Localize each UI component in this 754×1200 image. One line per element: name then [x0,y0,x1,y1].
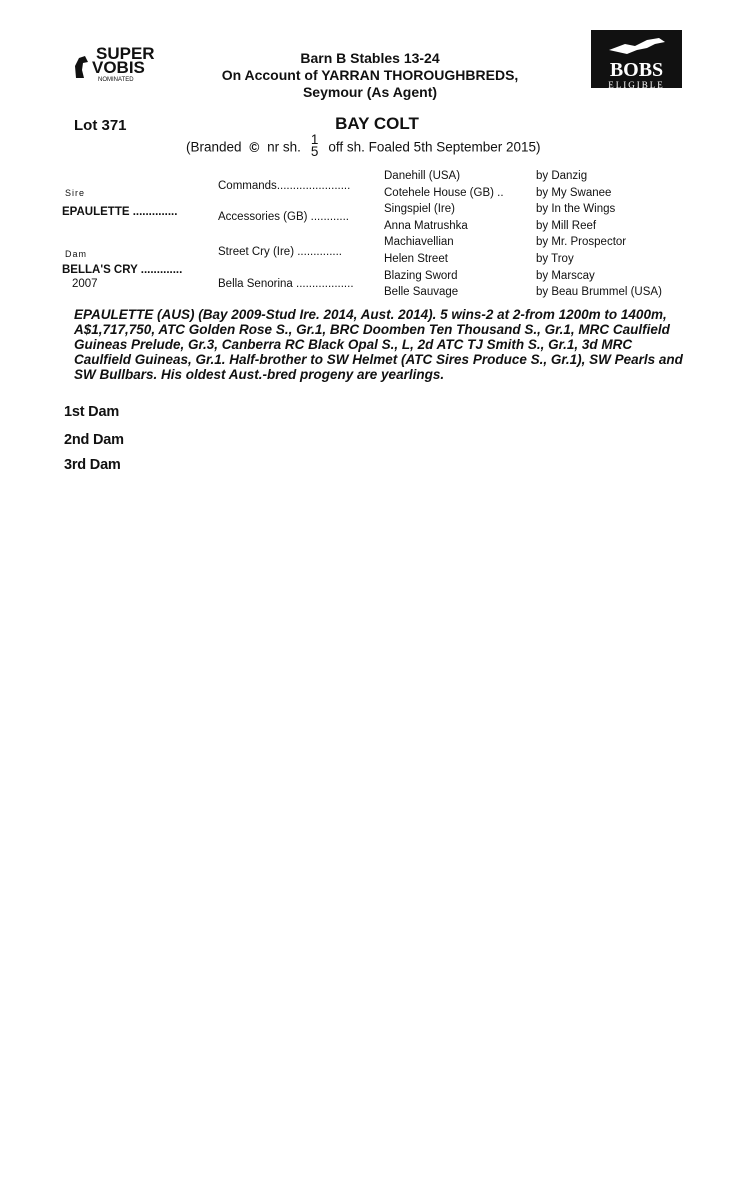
horse-head-icon [72,54,90,80]
gg-row: Anna Matrushka by Mill Reef [384,219,597,232]
gg-row: Cotehele House (GB) .. by My Swanee [384,186,612,199]
sale-header: Barn B Stables 13-24 On Account of YARRAN THOROUGHBREDS, Seymour (As Agent) [221,50,519,100]
lot-number: Lot 371 [74,117,127,134]
grandsire-4: Bella Senorina .................. [218,278,354,290]
catalogue-body [64,405,692,474]
gg-row: Danehill (USA) by Danzig [384,170,588,182]
gg-row: Blazing Sword by Marscay [384,269,595,282]
super-vobis-logo: SUPER VOBIS NOMINATED [70,40,160,100]
gg-row: Helen Street by Troy [384,252,574,265]
grandsire-3: Street Cry (Ire) .............. [218,246,342,258]
c-brand-icon: © [249,139,260,155]
gg-row: Belle Sauvage by Beau Brummel (USA) [384,286,662,299]
section-heading: 3rd Dam [64,457,121,474]
brand-line: (Branded © nr sh. 1 5 off sh. Foaled 5th September 2015) [186,132,541,159]
dam-name: BELLA'S CRY ............. [62,264,183,276]
bobs-logo: BOBS ELIGIBLE [591,30,682,88]
section-heading: 1st Dam [64,404,120,420]
section-heading: 2nd Dam [64,431,124,448]
sire-paragraph: EPAULETTE (AUS) (Bay 2009-Stud Ire. 2014, Aust. 2014). 5 wins-2 at 2-from 1200m to 1400m, A$1,717,750, ATC Golden Rose S., Gr.1, BRC Doomben Ten Thousand S., Gr.1, MRC Caulfield Guineas Prelude, Gr.3, Canberra RC Black Opal S., L, 2d ATC TJ Smith S., Gr.1, 3d MRC Caulfield Guineas, Gr.1. Half-brother to SW Helmet (ATC Sires Produce S., Gr.1), SW Pearls and SW Bullbars. His oldest Aust.-bred progeny are yearlings. [74,307,683,382]
gg-dam-list [384,170,662,303]
brand-fraction: 1 5 [310,132,319,159]
grandsire-1: Commands....................... [218,180,351,192]
racing-horse-icon [607,34,667,56]
lot-title: BAY COLT [335,114,419,133]
sire-name: EPAULETTE .............. [62,206,178,218]
pedigree-table: Sire EPAULETTE .............. Dam BELLA'S CRY ............. 2007 Commands....................... Accessories (GB) ............ Street Cry (Ire) .............. Bella Senorina .................. Danehill (USA) by Danzig Cotehele House (GB) .. by My Swanee Singspiel (Ire) by In the Wings Anna Matrushka by Mill Reef Machiavellian by Mr. Prospector Helen Street by Troy Blazing Sword by Marscay Belle Sauvage by Beau Brummel (USA) [62,170,702,303]
grandsire-2: Accessories (GB) ............ [218,211,350,223]
gg-row: Singspiel (Ire) by In the Wings [384,203,616,216]
gg-row: Machiavellian by Mr. Prospector [384,236,627,249]
